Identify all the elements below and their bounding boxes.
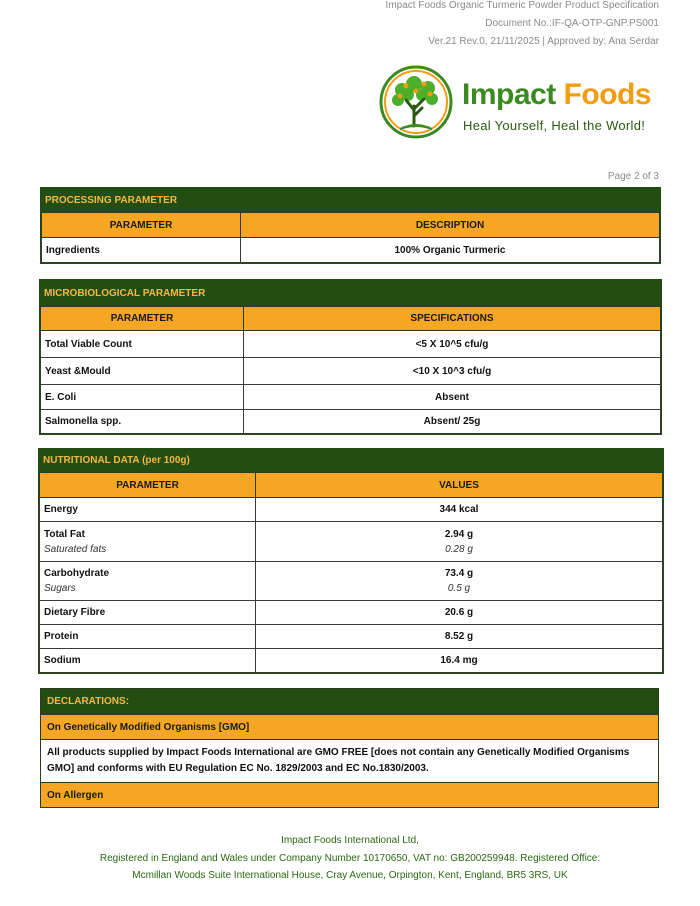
processing-col-parameter: PARAMETER	[42, 213, 241, 238]
micro-table	[40, 306, 661, 434]
row-value-group	[256, 562, 663, 601]
nutrition-section	[38, 448, 664, 674]
row-value: <10 X 10^3 cfu/g	[244, 358, 661, 385]
row-parameter: Protein	[40, 625, 256, 649]
gmo-heading: On Genetically Modified Organisms [GMO]	[41, 714, 658, 739]
nutrition-title: NUTRITIONAL DATA (per 100g)	[39, 449, 663, 472]
table-row	[40, 562, 663, 601]
row-value: 344 kcal	[256, 498, 663, 522]
row-value: 2.94 g	[444, 528, 474, 540]
table-row	[42, 238, 660, 263]
micro-col-parameter: PARAMETER	[41, 307, 244, 331]
row-parameter: Energy	[40, 498, 256, 522]
row-value: 8.52 g	[256, 625, 663, 649]
nutrition-col-values: VALUES	[256, 473, 663, 498]
row-value-group	[256, 522, 663, 562]
processing-title: PROCESSING PARAMETER	[41, 188, 660, 212]
table-row	[41, 410, 661, 434]
version-approval: Ver.21 Rev.0, 21/11/2025 | Approved by: Ana Serdar	[428, 36, 659, 47]
table-row	[41, 331, 661, 358]
declarations-title: DECLARATIONS:	[41, 689, 658, 714]
page-number: Page 2 of 3	[607, 171, 659, 182]
microbiological-section	[39, 279, 662, 435]
table-row	[41, 385, 661, 410]
table-row	[40, 601, 663, 625]
company-logo	[378, 64, 668, 144]
table-row	[40, 498, 663, 522]
footer-address: Mcmillan Woods Suite International House, Cray Avenue, Orpington, Kent, England, BR5 3RS, UK	[132, 870, 568, 881]
logo-wordmark	[462, 78, 651, 112]
allergen-heading: On Allergen	[41, 782, 658, 807]
doc-title: Impact Foods Organic Turmeric Powder Product Specification	[385, 0, 659, 11]
footer-company: Impact Foods International Ltd,	[281, 835, 419, 846]
row-parameter: Dietary Fibre	[40, 601, 256, 625]
row-parameter: Carbohydrate	[44, 568, 110, 579]
micro-col-specifications: SPECIFICATIONS	[244, 307, 661, 331]
table-row	[40, 522, 663, 562]
logo-tagline: Heal Yourself, Heal the World!	[463, 118, 646, 133]
row-parameter: Yeast &Mould	[41, 358, 244, 385]
table-row	[40, 649, 663, 673]
row-parameter: Salmonella spp.	[41, 410, 244, 434]
row-subvalue: 0.28 g	[445, 543, 473, 555]
row-parameter: E. Coli	[41, 385, 244, 410]
nutrition-table	[39, 472, 663, 673]
row-value: 100% Organic Turmeric	[241, 238, 660, 263]
row-subvalue: 0.5 g	[447, 583, 471, 594]
row-value: Absent	[244, 385, 661, 410]
document-number: Document No.:IF-QA-OTP-GNP.PS001	[485, 18, 659, 29]
logo-word-foods: Foods	[563, 78, 652, 111]
table-row	[41, 358, 661, 385]
tree-logo-icon	[378, 64, 454, 144]
row-parameter: Sodium	[40, 649, 256, 673]
row-value: 20.6 g	[256, 601, 663, 625]
row-parameter: Total Viable Count	[41, 331, 244, 358]
row-parameter-group	[40, 562, 256, 601]
row-value: 73.4 g	[444, 568, 474, 579]
row-value: 16.4 mg	[256, 649, 663, 673]
row-value: <5 X 10^5 cfu/g	[244, 331, 661, 358]
declarations-section	[40, 688, 659, 808]
micro-title: MICROBIOLOGICAL PARAMETER	[40, 280, 661, 306]
processing-col-description: DESCRIPTION	[241, 213, 660, 238]
row-parameter-group	[40, 522, 256, 562]
processing-table	[41, 212, 660, 263]
nutrition-col-parameter: PARAMETER	[40, 473, 256, 498]
row-value: Absent/ 25g	[244, 410, 661, 434]
table-row	[40, 625, 663, 649]
row-subparameter: Saturated fats	[44, 543, 107, 555]
row-parameter: Total Fat	[44, 528, 85, 540]
row-subparameter: Sugars	[44, 583, 76, 594]
logo-word-impact: Impact	[462, 78, 556, 111]
gmo-statement: All products supplied by Impact Foods International are GMO FREE [does not contain any Genetically Modified Organisms GMO] and conforms with EU Regulation EC No. 1829/2003 and EC No.1830/2003.	[41, 739, 658, 782]
row-parameter: Ingredients	[42, 238, 241, 263]
footer-registration: Registered in England and Wales under Company Number 10170650, VAT no: GB200259948. Registered Office:	[99, 853, 601, 864]
processing-section	[40, 187, 661, 264]
